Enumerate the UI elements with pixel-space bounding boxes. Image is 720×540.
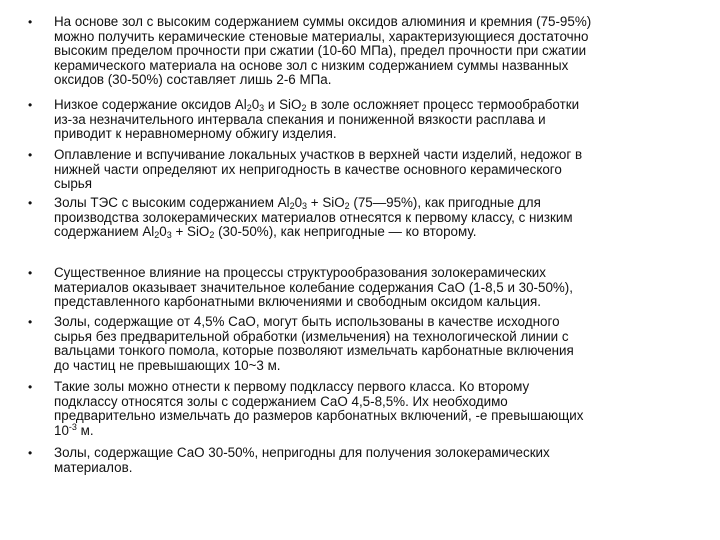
text-run: На основе зол с высоким содержанием суммы оксидов алюминия и кремния (75-95%) можно получить керамические стеновые материалы, характеризующиеся достаточно высоким пределом прочности при сжатии (10-60 МПа), предел прочности при сжатии керамического материала на основе зол с низким содержанием суммы названных оксидов (30-50%) составляет лишь 2-6 МПа.	[54, 14, 592, 88]
text-run: + SiO	[171, 224, 210, 240]
text-run: Золы ТЭС с высоким содержанием Al	[54, 195, 290, 210]
text-run: 0	[294, 195, 303, 210]
subscript: 2	[289, 201, 295, 211]
text-run: Золы, содержащие от 4,5% СаО, могут быть использованы в качестве исходного сырья без предварительной обработки (измельчения) на технологической линии с вальцами тонкого помола, которые позволяют измельчать карбонатные включения до частиц не превышающих 10~3 м.	[54, 314, 574, 373]
text-run: 0	[251, 97, 260, 112]
text-run: и SiO	[264, 97, 302, 112]
paragraph-text	[54, 380, 718, 438]
subscript: 2	[246, 103, 252, 113]
text-run: (30-50%), как непригодные — ко второму.	[214, 224, 477, 240]
paragraph-text	[54, 446, 718, 475]
superscript: -3	[68, 421, 77, 432]
subscript: 2	[344, 201, 350, 211]
bullet-marker: •	[28, 380, 33, 394]
text-run: в золе осложняет процесс термообработки из-за незначительного интервала спекания и пониженной вязкости расплава и приводит к неравномерному обжигу изделия.	[54, 97, 580, 142]
bullet-marker: •	[28, 196, 33, 210]
text-run: 0	[159, 224, 167, 240]
bullet-marker: •	[28, 315, 33, 329]
text-run: (75—95%), как пригодные для производства золокерамических материалов отнесятся к первому классу, с низким содержанием Al	[54, 195, 573, 240]
paragraph-text	[54, 98, 718, 142]
bullet-marker: •	[28, 266, 33, 280]
bullet-marker: •	[28, 98, 33, 112]
bullet-marker: •	[28, 148, 33, 162]
text-run: Такие золы можно отнести к первому подклассу первого класса. Ко второму подклассу относятся золы с содержанием СаО 4,5-8,5%. Их необходимо предварительно измельчать до размеров карбонатных включений, -е превышающих 10	[54, 379, 584, 438]
subscript: 2	[154, 230, 160, 241]
paragraph-text	[54, 315, 718, 373]
paragraph-text	[54, 196, 718, 240]
paragraph-text	[54, 266, 718, 310]
subscript: 3	[166, 230, 172, 241]
text-run: Низкое содержание оксидов Al	[54, 97, 247, 112]
bullet-marker: •	[28, 446, 33, 460]
text-run: + SiO	[307, 195, 345, 210]
text-run: Оплавление и вспучивание локальных участков в верхней части изделий, недожог в нижней части определяют их непригодность в качестве основного керамического сырья	[54, 147, 583, 192]
subscript: 2	[301, 103, 307, 113]
paragraph-text	[54, 15, 718, 88]
subscript: 2	[209, 230, 215, 241]
text-run: Золы, содержащие СаО 30-50%, непригодны для получения золокерамических материалов.	[54, 445, 550, 475]
bullet-marker: •	[28, 15, 33, 29]
paragraph-text	[54, 148, 718, 192]
text-run: м.	[76, 422, 94, 438]
text-run: Существенное влияние на процессы структурообразования золокерамических материалов оказывает значительное колебание содержания СаО (1-8,5 и 30-50%), представленного карбонатными включениями и свободным оксидом кальция.	[54, 265, 573, 310]
subscript: 3	[259, 103, 265, 113]
subscript: 3	[302, 201, 308, 211]
